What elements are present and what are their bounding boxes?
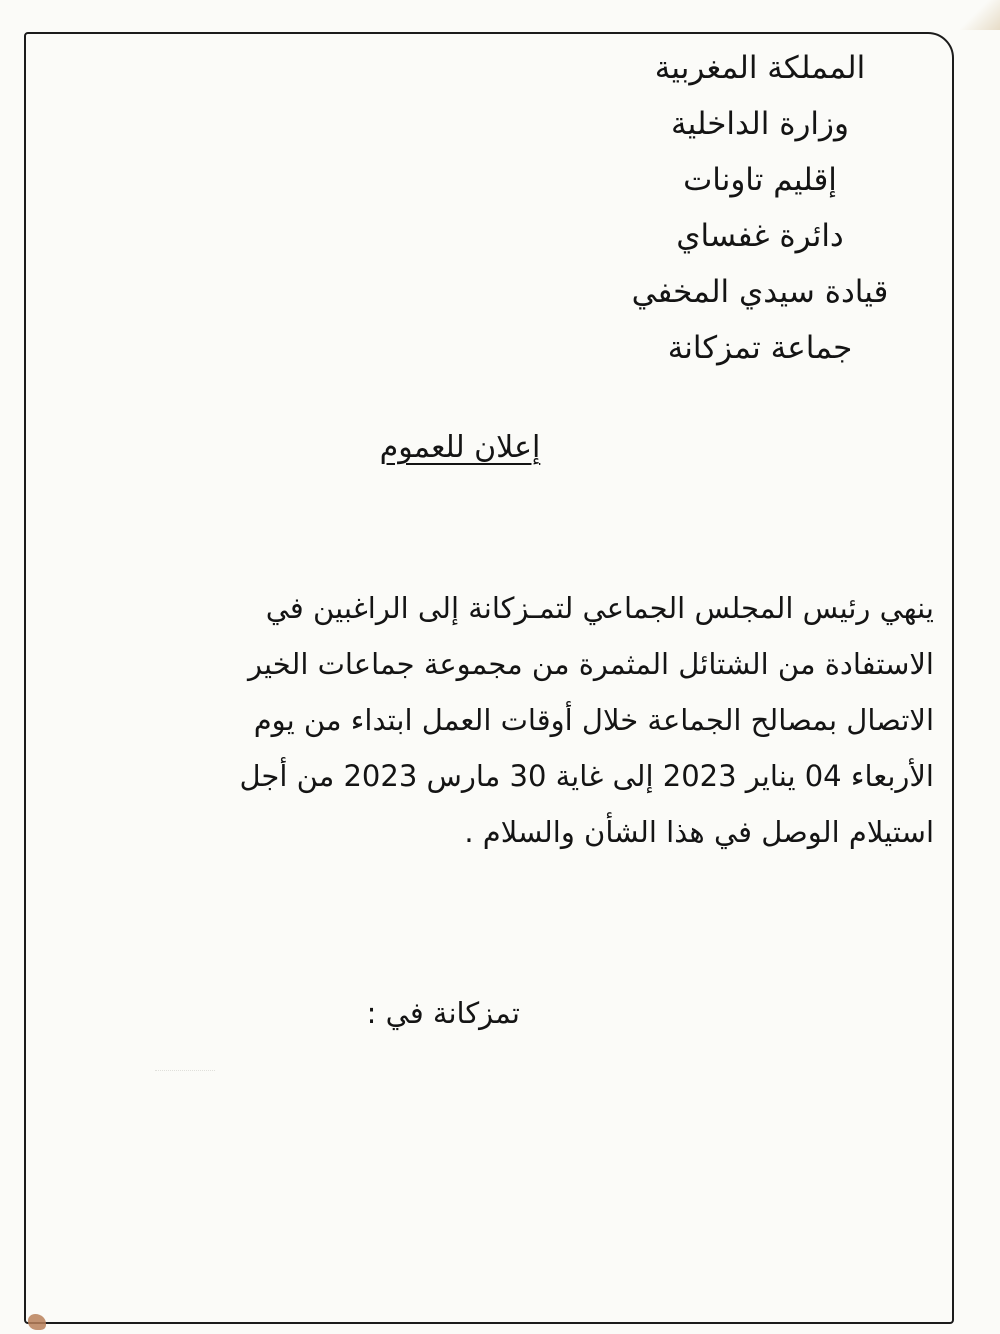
header-ministry: وزارة الداخلية (671, 106, 849, 142)
body-line-1: ينهي رئيس المجلس الجماعي لتمـزكانة إلى الراغبين في (265, 591, 934, 625)
place-date-line: تمزكانة في : (366, 996, 520, 1030)
announcement-title: إعلان للعموم (379, 430, 541, 465)
header-commune: جماعة تمزكانة (667, 330, 853, 366)
header-province: إقليم تاونات (683, 162, 837, 198)
paper-stain (960, 0, 1000, 30)
header-kingdom: المملكة المغربية (654, 50, 866, 86)
paper-stain-bottom (28, 1314, 46, 1330)
header-district: دائرة غفساي (676, 218, 844, 254)
body-line-4: الأربعاء 04 يناير 2023 إلى غاية 30 مارس 2023 من أجل (239, 759, 934, 793)
letterhead (590, 40, 930, 376)
body-line-3: الاتصال بمصالح الجماعة خلال أوقات العمل ابتداء من يوم (253, 703, 934, 737)
body-line-5: استيلام الوصل في هذا الشأن والسلام . (464, 815, 934, 849)
faint-scan-mark (155, 1070, 215, 1085)
announcement-body (64, 580, 934, 860)
header-caidat: قيادة سيدي المخفي (631, 274, 889, 310)
body-line-2: الاستفادة من الشتائل المثمرة من مجموعة جماعات الخير (248, 647, 934, 681)
